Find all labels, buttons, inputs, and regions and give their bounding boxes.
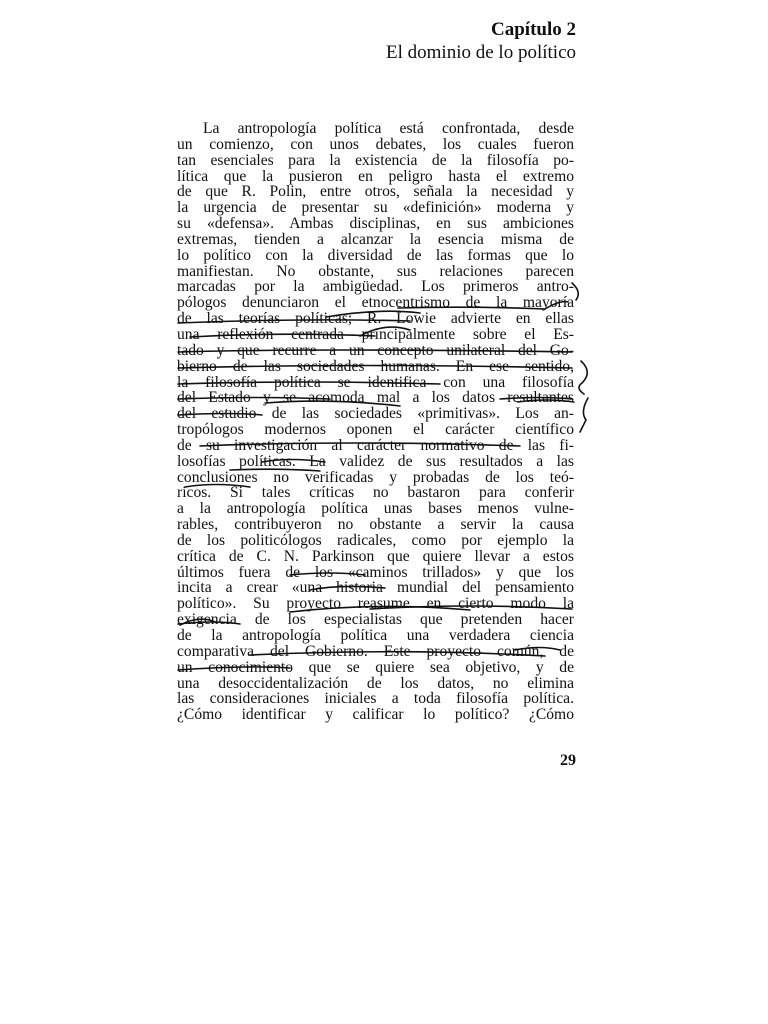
text-line: La antropología política está confrontada, desde	[203, 120, 574, 137]
text-line: un comienzo, con unos debates, los cuales fueron	[177, 135, 574, 153]
chapter-header	[386, 18, 576, 64]
page-number: 29	[560, 752, 576, 769]
text-line: bierno de las sociedades humanas. En ese sentido,	[177, 357, 574, 375]
text-line: del estudio de las sociedades «primitivas». Los an-	[177, 405, 574, 423]
text-line: tan esenciales para la existencia de la filosofía po-	[177, 151, 574, 169]
text-line: comparativa del Gobierno. Este proyecto común, de	[177, 642, 574, 660]
text-line: ricos. Si tales críticas no bastaron para conferir	[177, 484, 574, 502]
text-line: tado y que recurre a un concepto unilateral del Go-	[177, 341, 574, 359]
text-line: del Estado y se acomoda mal a los datos resultantes	[177, 389, 574, 407]
text-line: una reflexión centrada principalmente sobre el Es-	[177, 325, 574, 343]
text-line: de que R. Polin, entre otros, señala la necesidad y	[177, 183, 574, 201]
text-line: crítica de C. N. Parkinson que quiere llevar a estos	[177, 547, 574, 565]
text-line: su «defensa». Ambas disciplinas, en sus ambiciones	[177, 215, 574, 233]
text-line: lítica que la pusieron en peligro hasta el extremo	[177, 167, 574, 185]
text-line: rables, contribuyeron no obstante a servir la causa	[177, 516, 574, 534]
text-line: exigencia de los especialistas que pretenden hacer	[177, 611, 574, 629]
text-line: manifiestan. No obstante, sus relaciones parecen	[177, 262, 574, 280]
text-line: a la antropología política unas bases menos vulne-	[177, 500, 574, 518]
text-line: de su investigación al carácter normativo de las fi-	[177, 436, 574, 454]
text-line: de la antropología política una verdadera ciencia	[177, 627, 574, 644]
bracket-mark	[580, 398, 588, 432]
text-line: la filosofía política se identifica con una filosofía	[177, 373, 574, 391]
text-line: incita a crear «una historia mundial del pensamiento	[177, 579, 574, 597]
text-line: conclusiones no verificadas y probadas de los teó-	[177, 468, 574, 486]
text-line: político». Su proyecto reasume en cierto modo la	[177, 595, 574, 613]
text-line: lo político con la diversidad de las formas que lo	[177, 246, 574, 264]
text-line: últimos fuera de los «caminos trillados» y que los	[177, 563, 574, 581]
text-line: de los politicólogos radicales, como por ejemplo la	[177, 531, 574, 549]
text-line: un conocimiento que se quiere sea objetivo, y de	[177, 658, 574, 676]
text-line: losofías políticas. La validez de sus resultados a las	[177, 452, 574, 470]
text-line: marcadas por la ambigüedad. Los primeros antro-	[177, 278, 574, 296]
text-line: extremas, tienden a alcanzar la esencia misma de	[177, 230, 574, 248]
text-line: la urgencia de presentar su «definición» moderna y	[177, 199, 574, 217]
text-line: pólogos denunciaron el etnocentrismo de la mayoría	[177, 294, 574, 312]
text-line: ¿Cómo identificar y calificar lo político? ¿Cómo	[177, 706, 574, 724]
chapter-title: El dominio de lo político	[386, 42, 576, 63]
text-line: tropólogos modernos oponen el carácter científico	[177, 421, 574, 439]
body-paragraph	[177, 121, 574, 723]
text-line: una desoccidentalización de los datos, no elimina	[177, 674, 574, 692]
chapter-number: Capítulo 2	[491, 19, 576, 40]
text-line: de las teorías políticas; R. Lowie advierte en ellas	[177, 310, 574, 328]
text-line: las consideraciones iniciales a toda filosofía política.	[177, 690, 574, 708]
bracket-mark	[579, 361, 587, 394]
